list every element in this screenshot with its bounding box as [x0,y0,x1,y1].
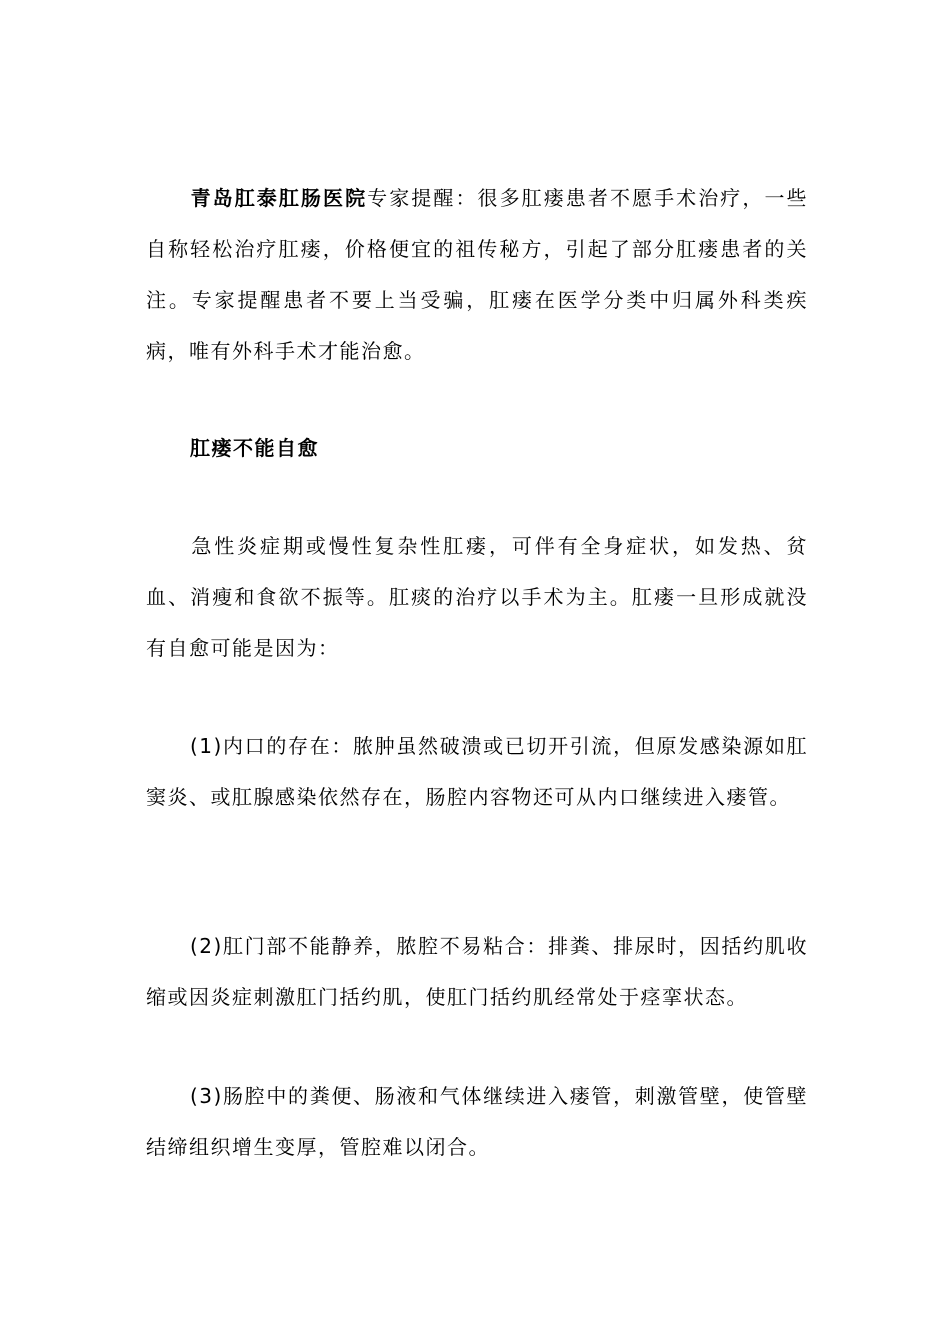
intro-text: 专家提醒：很多肛瘘患者不愿手术治疗，一些自称轻松治疗肛瘘，价格便宜的祖传秘方，引起了部分肛瘘患者的关注。专家提醒患者不要上当受骗，肛瘘在医学分类中归属外科类疾病，唯有外科手术才能治愈。 [146,186,809,363]
reason-3 [146,1071,808,1173]
reason-1 [146,721,808,823]
reason-1-text: (1)内口的存在：脓肿虽然破溃或已切开引流，但原发感染源如肛窦炎、或肛腺感染依然存在，肠腔内容物还可从内口继续进入瘘管。 [146,734,808,809]
section-paragraph [146,521,808,674]
section-paragraph-text: 急性炎症期或慢性复杂性肛瘘，可伴有全身症状，如发热、贫血、消瘦和食欲不振等。肛痰的治疗以手术为主。肛瘘一旦形成就没有自愈可能是因为： [146,534,808,660]
intro-paragraph [146,173,808,377]
reason-2 [146,921,808,1023]
reason-2-text: (2)肛门部不能静养，脓腔不易粘合：排粪、排尿时，因括约肌收缩或因炎症刺激肛门括约肌，使肛门括约肌经常处于痉挛状态。 [146,934,808,1009]
reason-3-text: (3)肠腔中的粪便、肠液和气体继续进入瘘管，刺激管壁，使管壁结缔组织增生变厚，管腔难以闭合。 [146,1084,808,1159]
section-heading: 肛瘘不能自愈 [190,436,319,460]
hospital-name: 青岛肛泰肛肠医院 [190,186,368,210]
